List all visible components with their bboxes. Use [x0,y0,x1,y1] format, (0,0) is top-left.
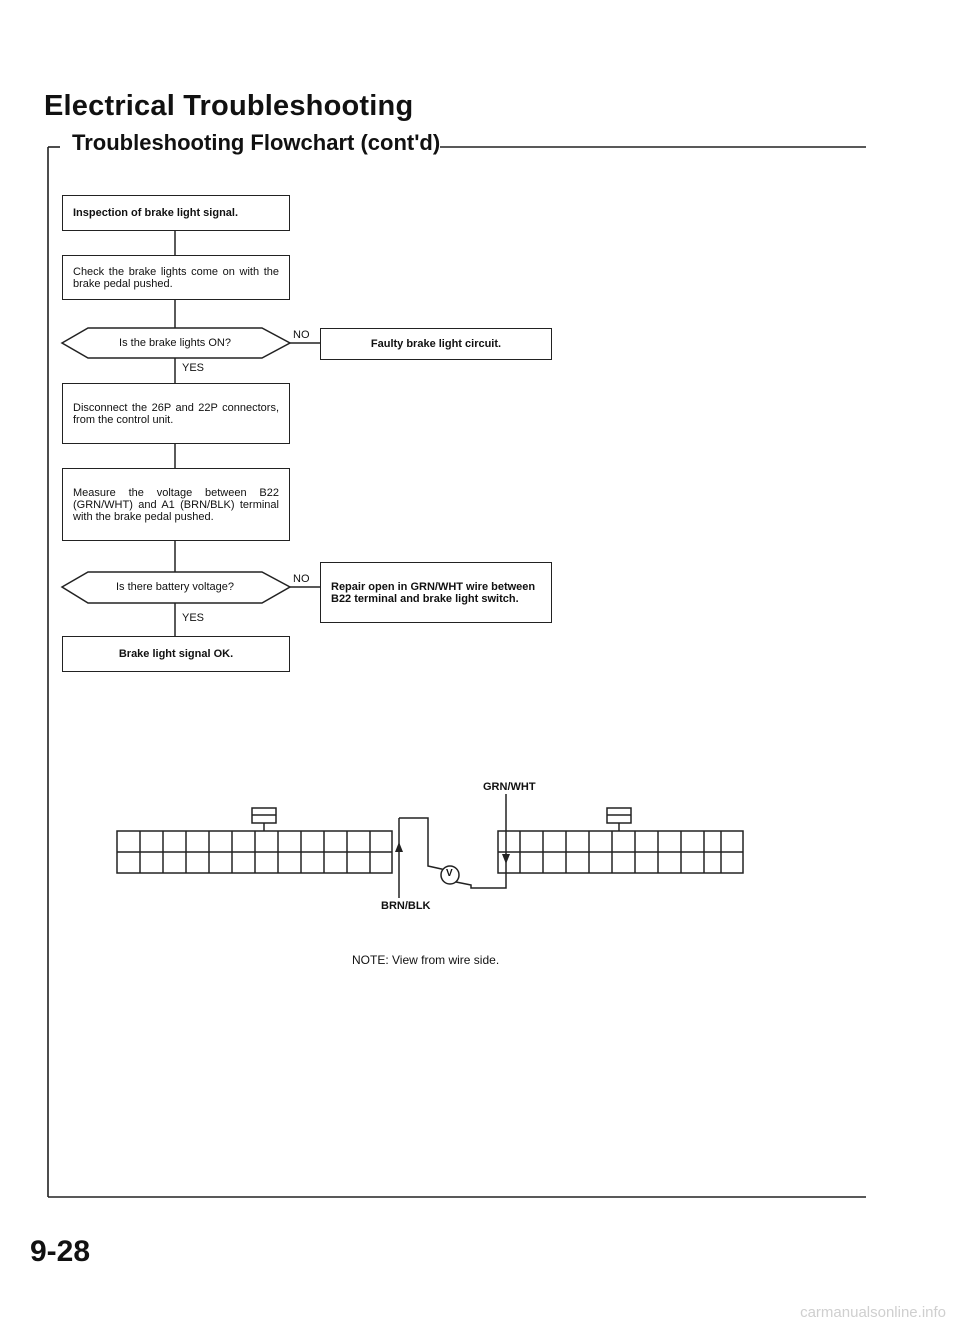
section-subtitle: Troubleshooting Flowchart (cont'd) [72,130,441,155]
signal-ok-text: Brake light signal OK. [118,648,234,660]
probe-arrow-a1 [395,842,403,852]
step-disconnect-text: Disconnect the 26P and 22P connectors, from the control unit. [73,401,279,426]
lead-meter-negative [399,818,446,870]
yes-label-2: YES [182,612,205,624]
voltmeter-label: V [446,868,453,879]
step-measure-text: Measure the voltage between B22 (GRN/WHT) and A1 (BRN/BLK) terminal with the brake pedal pushed. [73,486,279,523]
page-number: 9-28 [30,1235,91,1268]
page-frame [48,147,866,1197]
connector-diagram-art [117,794,743,898]
view-note: NOTE: View from wire side. [352,953,500,967]
no-label-2: NO [293,573,310,585]
step-check-box [62,255,290,300]
wire-label-brn-blk: BRN/BLK [381,900,431,912]
step-inspection-text: Inspection of brake light signal. [73,207,239,219]
no-label-1: NO [293,329,310,341]
repair-open-box [320,562,552,623]
decision-1-text: Is the brake lights ON? [119,337,231,349]
step-check-text: Check the brake lights come on with the brake pedal pushed. [73,265,279,290]
step-disconnect-box [62,383,290,444]
yes-label-1: YES [182,362,205,374]
step-measure-box [62,468,290,541]
decision-2-text: Is there battery voltage? [115,581,234,593]
probe-arrow-b22 [502,854,510,864]
faulty-circuit-box [320,328,552,360]
faulty-circuit-text: Faulty brake light circuit. [370,338,502,350]
signal-ok-box [62,636,290,672]
page-title: Electrical Troubleshooting [44,90,414,122]
repair-open-text: Repair open in GRN/WHT wire between B22 terminal and brake light switch. [331,580,536,605]
step-inspection-box [62,195,290,231]
wire-label-grn-wht: GRN/WHT [483,781,536,793]
watermark-text: carmanualsonline.info [800,1304,946,1321]
